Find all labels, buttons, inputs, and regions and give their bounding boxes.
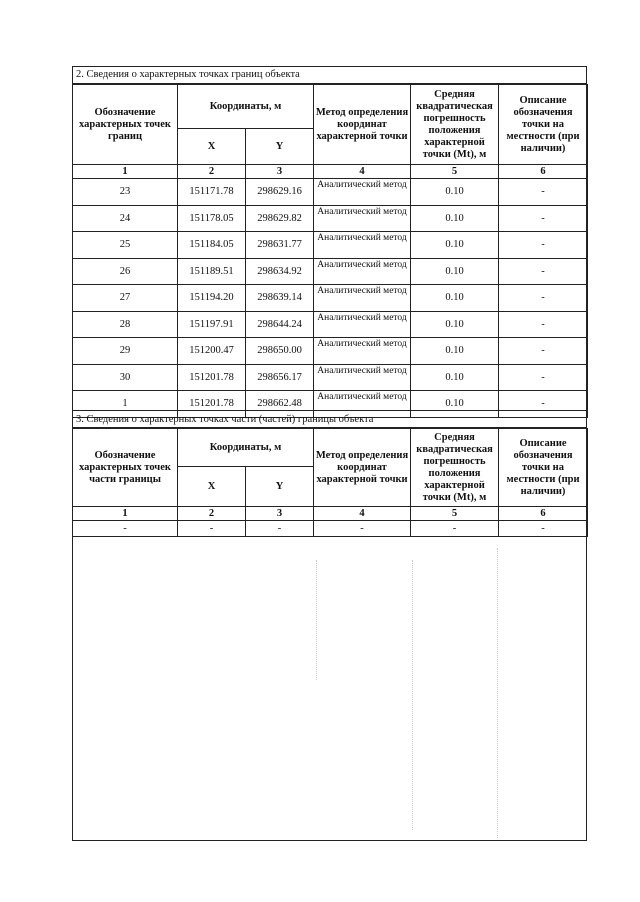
- x-cell: 151184.05: [178, 232, 246, 259]
- point-cell: -: [73, 521, 178, 537]
- y-cell: 298634.92: [246, 258, 314, 285]
- header-error: Средняя квадратическая погрешность положения характерной точки (Mt), м: [411, 85, 499, 165]
- table-row: [73, 232, 588, 259]
- header-coordinates: Координаты, м: [178, 429, 314, 467]
- method-cell: Аналитический метод: [314, 205, 411, 232]
- desc-cell: -: [499, 338, 588, 365]
- header-coordinates: Координаты, м: [178, 85, 314, 129]
- method-cell: Аналитический метод: [314, 364, 411, 391]
- col-number: 2: [178, 507, 246, 521]
- y-cell: 298639.14: [246, 285, 314, 312]
- col-number: 6: [499, 165, 588, 179]
- y-cell: -: [246, 521, 314, 537]
- point-cell: 25: [73, 232, 178, 259]
- y-cell: 298629.16: [246, 179, 314, 206]
- point-cell: 29: [73, 338, 178, 365]
- col-number: 4: [314, 507, 411, 521]
- method-cell: -: [314, 521, 411, 537]
- header-error: Средняя квадратическая погрешность положения характерной точки (Mt), м: [411, 429, 499, 507]
- error-cell: 0.10: [411, 205, 499, 232]
- header-method: Метод определения координат характерной точки: [314, 85, 411, 165]
- desc-cell: -: [499, 258, 588, 285]
- method-cell: Аналитический метод: [314, 232, 411, 259]
- x-cell: 151197.91: [178, 311, 246, 338]
- desc-cell: -: [499, 285, 588, 312]
- y-cell: 298629.82: [246, 205, 314, 232]
- section2-title: 2. Сведения о характерных точках границ объекта: [72, 66, 587, 84]
- desc-cell: -: [499, 391, 588, 418]
- col-number: 1: [73, 165, 178, 179]
- method-cell: Аналитический метод: [314, 391, 411, 418]
- col-number: 4: [314, 165, 411, 179]
- x-cell: 151171.78: [178, 179, 246, 206]
- col-number: 3: [246, 165, 314, 179]
- header-y: Y: [246, 467, 314, 507]
- boundary-points-table: [72, 84, 588, 418]
- method-cell: Аналитический метод: [314, 311, 411, 338]
- table-row: [73, 338, 588, 365]
- desc-cell: -: [499, 179, 588, 206]
- method-cell: Аналитический метод: [314, 285, 411, 312]
- col-number: 2: [178, 165, 246, 179]
- y-cell: 298662.48: [246, 391, 314, 418]
- table-row: [73, 311, 588, 338]
- desc-cell: -: [499, 311, 588, 338]
- table-row: [73, 179, 588, 206]
- error-cell: 0.10: [411, 311, 499, 338]
- point-cell: 1: [73, 391, 178, 418]
- error-cell: 0.10: [411, 258, 499, 285]
- col-number: 5: [411, 165, 499, 179]
- x-cell: 151200.47: [178, 338, 246, 365]
- desc-cell: -: [499, 521, 588, 537]
- error-cell: 0.10: [411, 364, 499, 391]
- header-x: X: [178, 129, 246, 165]
- point-cell: 26: [73, 258, 178, 285]
- header-point-designation: Обозначение характерных точек границ: [73, 85, 178, 165]
- col-number: 3: [246, 507, 314, 521]
- method-cell: Аналитический метод: [314, 258, 411, 285]
- y-cell: 298656.17: [246, 364, 314, 391]
- scan-artifact: [412, 560, 413, 830]
- point-cell: 23: [73, 179, 178, 206]
- y-cell: 298644.24: [246, 311, 314, 338]
- point-cell: 24: [73, 205, 178, 232]
- method-cell: Аналитический метод: [314, 179, 411, 206]
- table-row: [73, 521, 588, 537]
- scan-artifact: [316, 560, 317, 680]
- part-boundary-points-table: [72, 428, 588, 537]
- error-cell: 0.10: [411, 391, 499, 418]
- header-description: Описание обозначения точки на местности (при наличии): [499, 85, 588, 165]
- table-row: [73, 205, 588, 232]
- desc-cell: -: [499, 364, 588, 391]
- column-numbers-row: [73, 507, 588, 521]
- section3-title: 3. Сведения о характерных точках части (частей) границы объекта: [72, 410, 587, 428]
- y-cell: 298631.77: [246, 232, 314, 259]
- table-row: [73, 258, 588, 285]
- header-y: Y: [246, 129, 314, 165]
- x-cell: 151178.05: [178, 205, 246, 232]
- y-cell: 298650.00: [246, 338, 314, 365]
- point-cell: 27: [73, 285, 178, 312]
- method-cell: Аналитический метод: [314, 338, 411, 365]
- table-row: [73, 285, 588, 312]
- header-description: Описание обозначения точки на местности (при наличии): [499, 429, 588, 507]
- scan-artifact: [497, 548, 498, 838]
- error-cell: -: [411, 521, 499, 537]
- column-numbers-row: [73, 165, 588, 179]
- header-point-designation: Обозначение характерных точек части границы: [73, 429, 178, 507]
- desc-cell: -: [499, 205, 588, 232]
- error-cell: 0.10: [411, 232, 499, 259]
- x-cell: 151201.78: [178, 391, 246, 418]
- point-cell: 30: [73, 364, 178, 391]
- col-number: 6: [499, 507, 588, 521]
- x-cell: -: [178, 521, 246, 537]
- error-cell: 0.10: [411, 179, 499, 206]
- error-cell: 0.10: [411, 338, 499, 365]
- x-cell: 151194.20: [178, 285, 246, 312]
- x-cell: 151189.51: [178, 258, 246, 285]
- desc-cell: -: [499, 232, 588, 259]
- table-row: [73, 364, 588, 391]
- header-method: Метод определения координат характерной точки: [314, 429, 411, 507]
- col-number: 5: [411, 507, 499, 521]
- col-number: 1: [73, 507, 178, 521]
- header-x: X: [178, 467, 246, 507]
- point-cell: 28: [73, 311, 178, 338]
- x-cell: 151201.78: [178, 364, 246, 391]
- error-cell: 0.10: [411, 285, 499, 312]
